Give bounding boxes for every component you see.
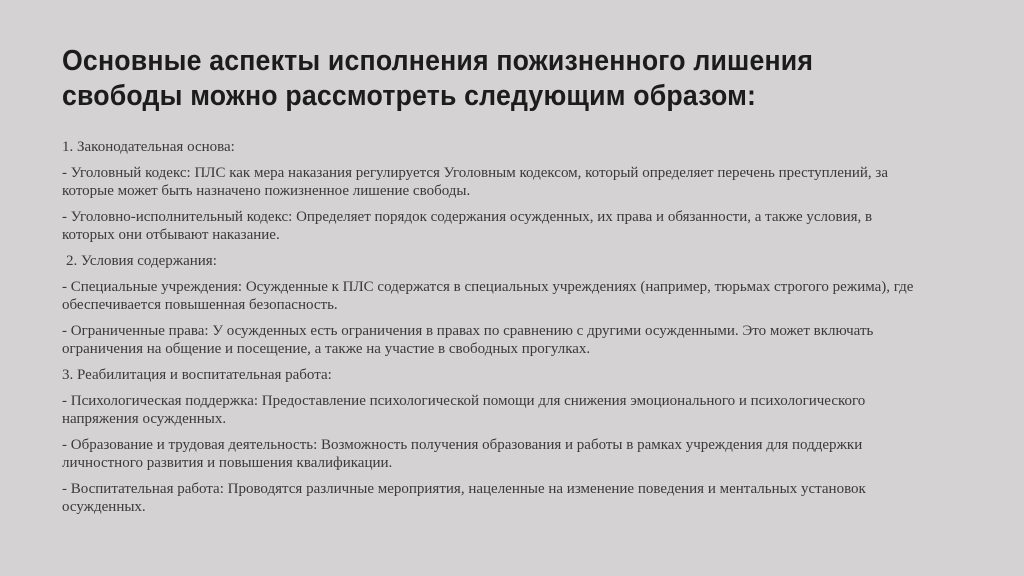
section-heading-legal-basis: 1. Законодательная основа: xyxy=(62,139,235,155)
paragraph-criminal-code: - Уголовный кодекс: ПЛС как мера наказания регулируется Уголовным кодексом, который определяет перечень преступлений, за которые может быть назначено пожизненное лишение свободы. xyxy=(62,165,889,199)
slide-title-line-1: Основные аспекты исполнения пожизненного лишения xyxy=(62,45,814,77)
paragraph-penal-code: - Уголовно-исполнительный кодекс: Определяет порядок содержания осужденных, их права и обязанности, а также условия, в которых они отбывают наказание. xyxy=(62,209,873,243)
paragraph-limited-rights: - Ограниченные права: У осужденных есть ограничения в правах по сравнению с другими осужденными. Это может включать ограничения на общение и посещение, а также на участие в свободных прогулках. xyxy=(62,323,874,357)
slide-title xyxy=(62,44,927,114)
slide-title-line-2: свободы можно рассмотреть следующим образом: xyxy=(62,80,757,112)
section-heading-rehabilitation: 3. Реабилитация и воспитательная работа: xyxy=(62,367,332,383)
paragraph-special-institutions: - Специальные учреждения: Осужденные к ПЛС содержатся в специальных учреждениях (например, тюрьмах строгого режима), где обеспечивается повышенная безопасность. xyxy=(62,279,914,313)
paragraph-psychological-support: - Психологическая поддержка: Предоставление психологической помощи для снижения эмоционального и психологического напряжения осужденных. xyxy=(62,393,866,427)
paragraph-educational-work: - Воспитательная работа: Проводятся различные мероприятия, нацеленные на изменение поведения и ментальных установок осужденных. xyxy=(62,481,866,515)
paragraph-education-work: - Образование и трудовая деятельность: Возможность получения образования и работы в рамках учреждения для поддержки личностного развития и повышения квалификации. xyxy=(62,437,863,471)
section-heading-conditions: 2. Условия содержания: xyxy=(66,253,217,269)
slide-body xyxy=(62,138,928,516)
